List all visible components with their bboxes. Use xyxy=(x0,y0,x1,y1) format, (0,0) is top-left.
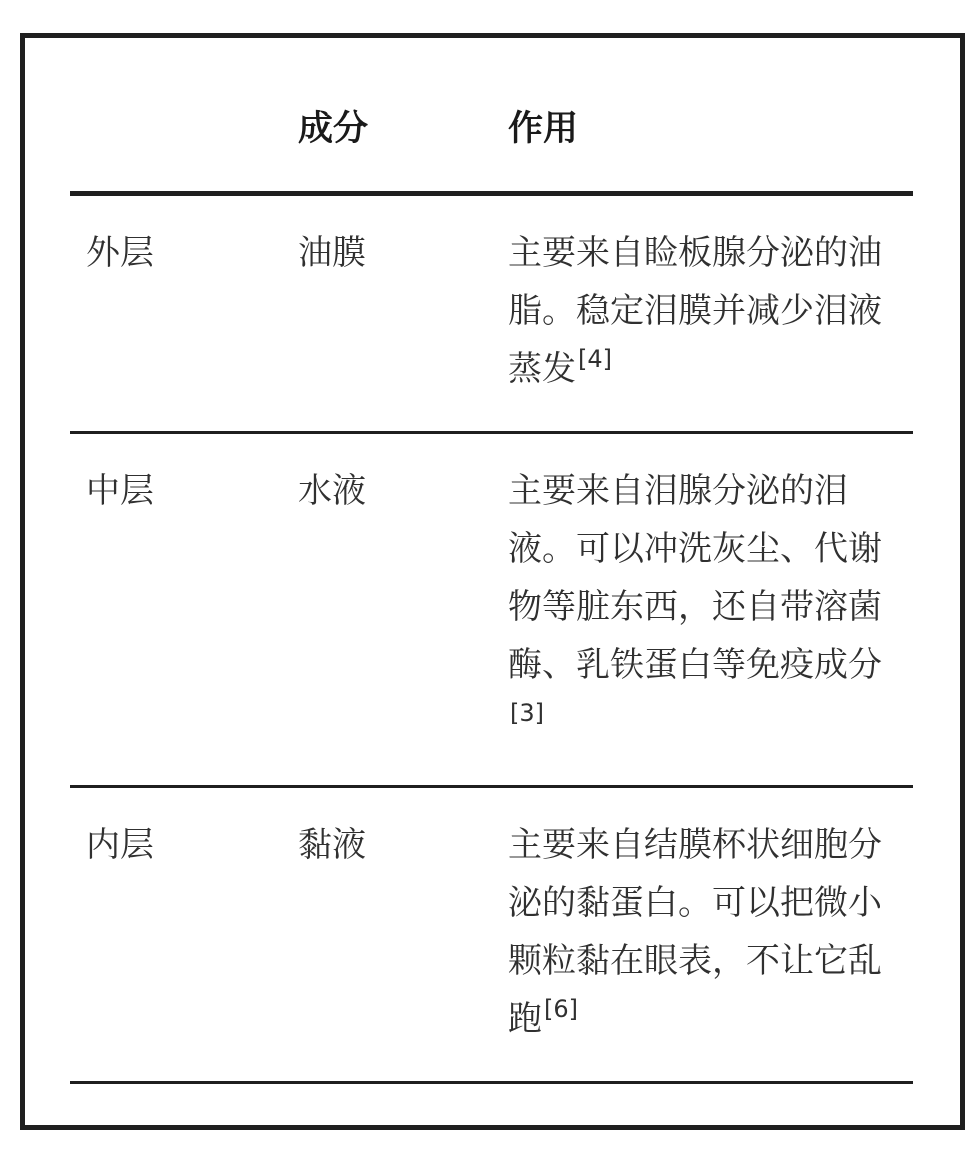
tear-film-table-wrapper xyxy=(70,96,913,1084)
header-component: 成分 xyxy=(282,96,506,194)
table-header xyxy=(70,96,913,194)
header-effect: 作用 xyxy=(506,96,913,194)
table-body xyxy=(70,194,913,1083)
effect-cell xyxy=(506,433,913,787)
layer-cell: 外层 xyxy=(70,194,282,433)
header-layer xyxy=(70,96,282,194)
component-cell: 黏液 xyxy=(282,787,506,1083)
table-row xyxy=(70,433,913,787)
reference-link[interactable]: [3] xyxy=(510,698,544,727)
effect-cell xyxy=(506,194,913,433)
effect-text: 主要来自泪腺分泌的泪液。可以冲洗灰尘、代谢物等脏东西，还自带溶菌酶、乳铁蛋白等免疫成分 xyxy=(508,471,882,685)
reference-link[interactable]: [4] xyxy=(578,344,612,373)
layer-cell: 中层 xyxy=(70,433,282,787)
effect-cell xyxy=(506,787,913,1083)
layer-cell: 内层 xyxy=(70,787,282,1083)
header-row xyxy=(70,96,913,194)
effect-text: 主要来自结膜杯状细胞分泌的黏蛋白。可以把微小颗粒黏在眼表，不让它乱跑 xyxy=(508,825,882,1039)
table-row xyxy=(70,787,913,1083)
table-row xyxy=(70,194,913,433)
effect-text: 主要来自睑板腺分泌的油脂。稳定泪膜并减少泪液蒸发 xyxy=(508,233,882,389)
tear-film-table xyxy=(70,96,913,1084)
component-cell: 油膜 xyxy=(282,194,506,433)
component-cell: 水液 xyxy=(282,433,506,787)
reference-link[interactable]: [6] xyxy=(544,994,578,1023)
